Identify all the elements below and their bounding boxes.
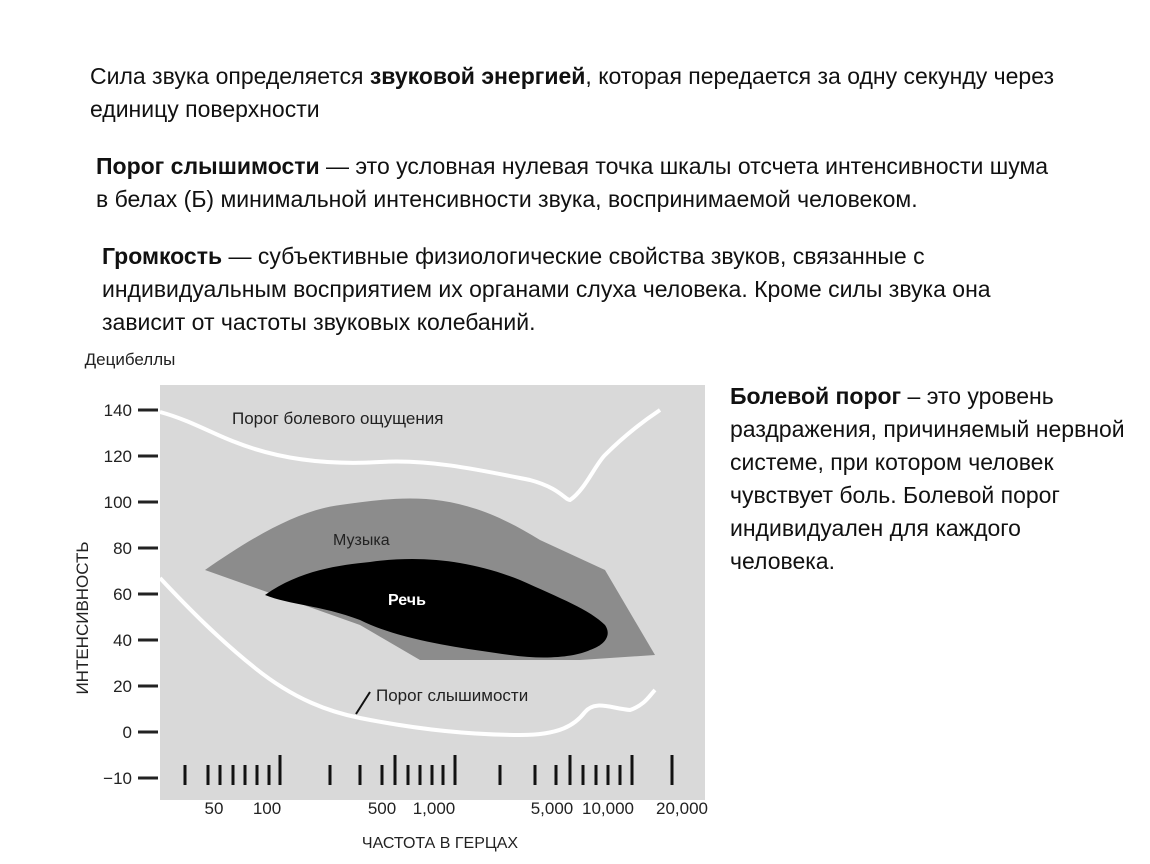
y-tick-label: 20 xyxy=(113,677,132,696)
y-tick-label: 60 xyxy=(113,585,132,604)
x-tick-label: 1,000 xyxy=(412,799,456,818)
y-tick-marks xyxy=(138,410,158,778)
y-tick-label: 120 xyxy=(103,447,132,466)
unit-label: Децибеллы xyxy=(84,350,176,369)
text-plain: , которая передается за одну секунду через единицу поверхности xyxy=(90,63,1055,122)
text-plain: Сила звука определяется xyxy=(90,63,370,89)
pain-threshold-label: Порог болевого ощущения xyxy=(232,409,444,428)
y-axis-label: ИНТЕНСИВНОСТЬ xyxy=(73,541,92,695)
term-hearing-threshold: Порог слышимости xyxy=(96,153,320,179)
text-plain: – это уровень раздражения, причиняемый нервной системе, при котором человек чувствует боль. Болевой порог индивидуален для каждого человека. xyxy=(730,383,1125,574)
x-axis-label: ЧАСТОТА В ГЕРЦАХ xyxy=(361,835,519,852)
y-tick-label: 100 xyxy=(103,493,132,512)
music-label: Музыка xyxy=(333,532,390,549)
y-tick-label: 0 xyxy=(122,723,132,742)
hearing-threshold-label: Порог слышимости xyxy=(376,686,529,705)
y-tick-label: −10 xyxy=(103,769,132,788)
text-plain: — это условная нулевая точка шкалы отсчета интенсивности шума в белах (Б) минимальной интенсивности звука, воспринимаемой человеком. xyxy=(96,153,1049,212)
term-sound-energy: звуковой энергией xyxy=(369,63,586,89)
term-loudness: Громкость xyxy=(102,243,223,269)
x-tick-label: 500 xyxy=(367,799,397,818)
x-tick-label: 5,000 xyxy=(530,799,574,818)
y-tick-label: 40 xyxy=(113,631,132,650)
x-tick-label: 10,000 xyxy=(582,799,634,818)
x-tick-label: 50 xyxy=(204,799,224,818)
text-plain: — субъективные физиологические свойства звуков, связанные с индивидуальным восприятием их органами слуха человека. Кроме силы звука она зависит от частоты звуковых колебаний. xyxy=(102,243,991,335)
y-tick-label: 140 xyxy=(103,401,132,420)
x-tick-label: 20,000 xyxy=(656,799,708,818)
speech-label: Речь xyxy=(388,592,426,609)
y-tick-label: 80 xyxy=(113,539,132,558)
x-tick-label: 100 xyxy=(252,799,282,818)
term-pain-threshold: Болевой порог xyxy=(730,383,902,409)
